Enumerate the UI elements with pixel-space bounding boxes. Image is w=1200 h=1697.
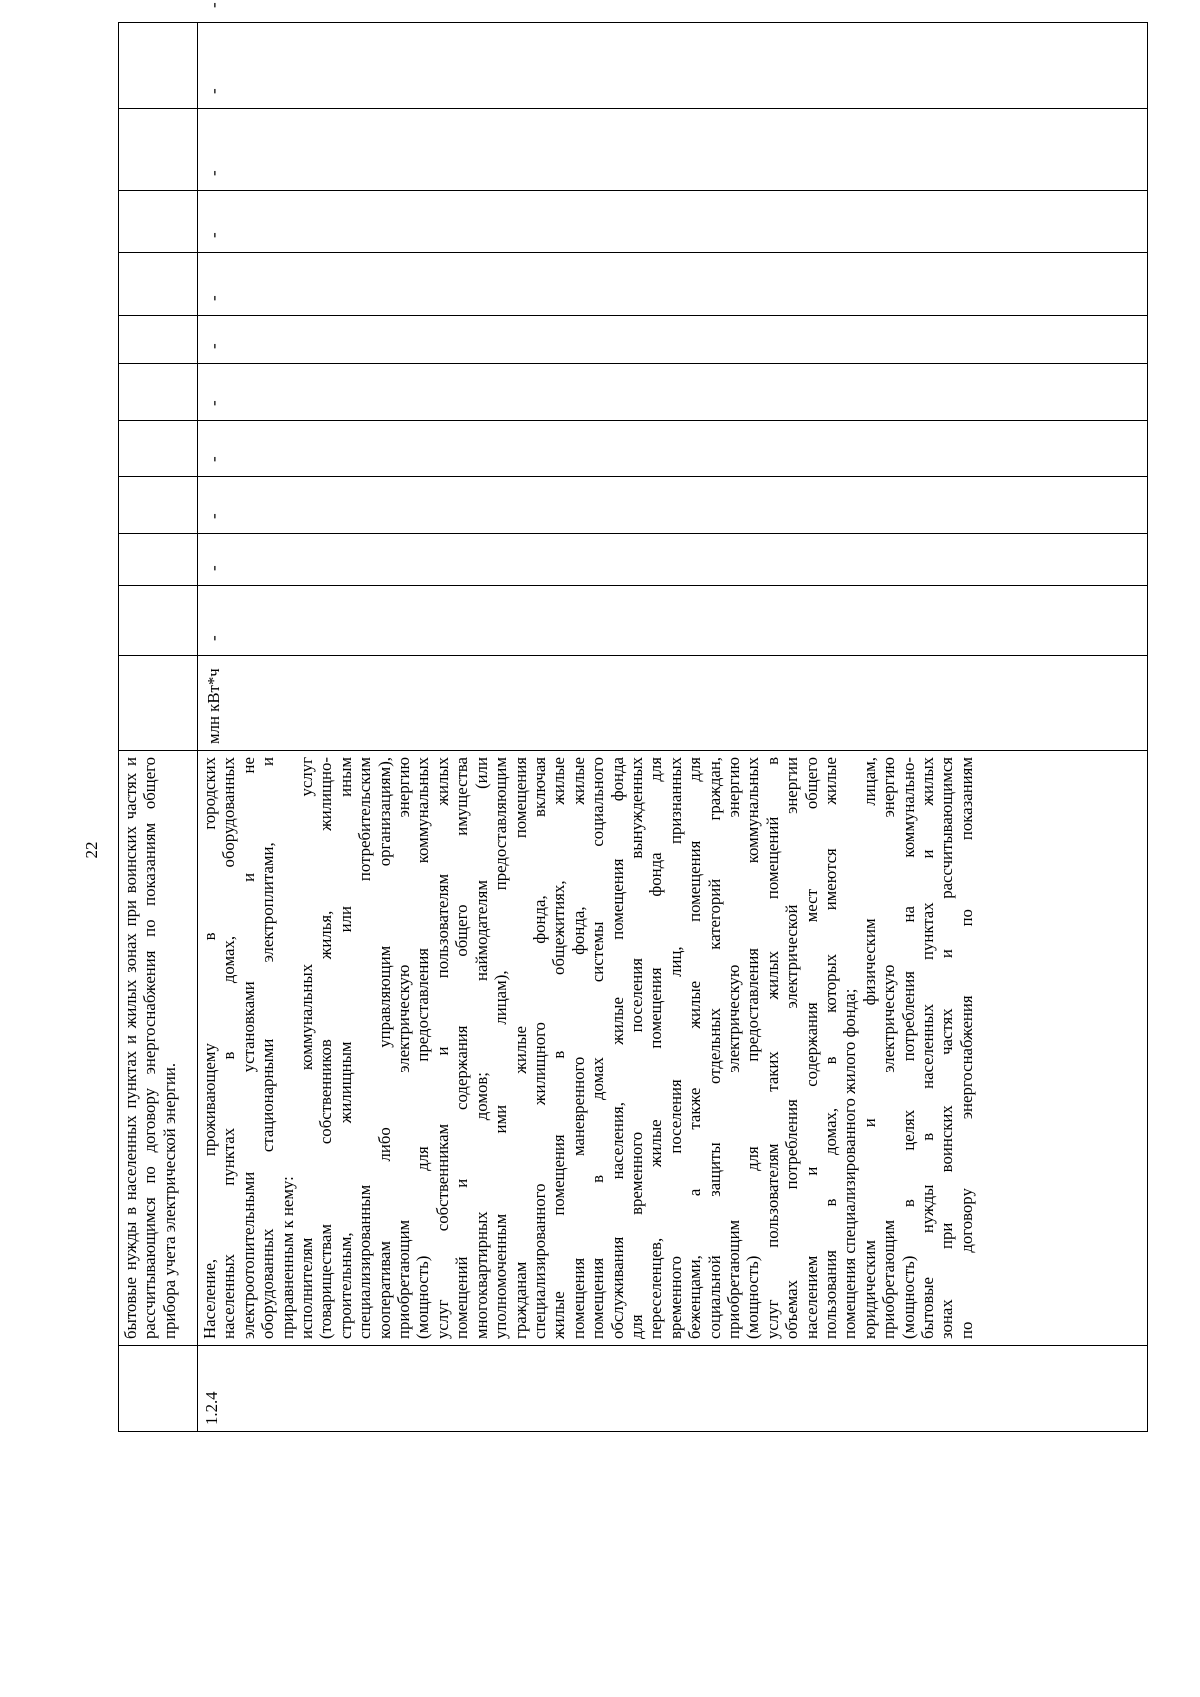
row-description-cell (198, 751, 1148, 1346)
description-line: (мощность) для предоставления коммунальных (413, 757, 433, 1339)
description-line: Население, проживающему в городских (200, 757, 219, 1339)
description-line: помещений и содержания общего имущества (452, 757, 472, 1339)
value-cell (119, 364, 198, 421)
row-number-cell: 1.2.4 (198, 1346, 1148, 1432)
description-line: электроотопительными установками и не (238, 757, 258, 1339)
description-line: зонах при воинских частях и рассчитывающимся (937, 757, 957, 1339)
description-line: уполномоченным ими лицам), предоставляющим (491, 757, 511, 1339)
description-line: помещения специализированного жилого фонда; (840, 988, 860, 1339)
value-cell: - (198, 253, 1148, 316)
value-cell (119, 421, 198, 477)
unit-cell (119, 656, 198, 751)
value-cell: - (198, 477, 1148, 534)
row-number-cell (119, 1346, 198, 1432)
description-line: услуг собственникам и пользователям жилых (432, 757, 452, 1339)
value-cell (119, 109, 198, 191)
value-cell (119, 191, 198, 253)
value-cell (119, 253, 198, 316)
row-description-text: бытовые нужды в населенных пунктах и жилых зонах при воинских частях и рассчитывающимся по договору энергоснабжения по показаниям общего прибора учета электрической энергии. (121, 757, 179, 1339)
description-line: населением и содержания мест общего (801, 757, 821, 1339)
description-line: специализированного жилищного фонда, включая (529, 757, 549, 1339)
description-line: обслуживания населения, жилые помещения фонда (607, 757, 627, 1339)
description-line: приобретающим электрическую энергию (394, 757, 414, 1339)
value-cell (119, 23, 198, 109)
description-line: строительным, жилищным или иным (335, 757, 355, 1339)
description-line: приравненным к нему: (277, 1176, 297, 1339)
description-line: для временного поселения вынужденных (626, 757, 646, 1339)
description-line: пользования в домах, в которых имеются жилые (821, 757, 840, 1339)
value-cell (119, 534, 198, 586)
value-cell: - (198, 586, 1148, 656)
description-line: юридическим и физическим лицам, (859, 757, 879, 1339)
description-line: услуг пользователям таких жилых помещений в (762, 757, 782, 1339)
value-cell: - (198, 109, 1148, 191)
description-line: населенных пунктах в домах, оборудованных (219, 757, 239, 1339)
unit-cell: млн кВт*ч (198, 656, 1148, 751)
page-number: 22 (82, 841, 101, 859)
description-line: бытовые нужды в населенных пунктах и жилых (918, 757, 938, 1339)
description-line: временного поселения лиц, признанных (665, 757, 685, 1339)
row-description-cell (119, 751, 198, 1346)
description-line: специализированным потребительским (355, 757, 375, 1339)
value-cell: - (198, 421, 1148, 477)
description-line: исполнителям коммунальных услуг (297, 757, 317, 1339)
description-line: помещения в домах системы социального (588, 757, 608, 1339)
table-row-1-2-4: 1.2.4 Население, проживающему в городских населенных пунктах в домах, оборудованных электроотопительными установками и не оборудованных стационарными электроплитами, и приравненным к нему: исполнителям коммунальных услуг (товариществам собственников жилья, жилищно- строительным, жилищным или иным специализированным потребительским кооперативам либо управляющим организациям), приобретающим электрическую энергию (мощность) для предоставления коммунальных услуг собственникам и пользователям жилых помещений и содержания общего имущества многоквартирных домов; наймодателям (или уполномоченным ими лицам), предоставляющим гражданам жилые помещения специализированного жилищного фонда, включая жилые помещения в общежитиях, жилые помещения маневренного фонда, жилые помещения в домах системы социального обслуживания населения, жилые помещения фонда для временного поселения вынужденных переселенцев, жилые помещения фонда для временного поселения лиц, признанных беженцами, а также жилые помещения для социальной защиты отдельных категорий граждан, приобретающим электрическую энергию (мощность) для предоставления коммунальных услуг пользователям таких жилых помещений в объемах потребления электрической энергии населением и содержания мест общего пользования в домах, в которых имеются жилые помещения специализированного жилого фонда; юридическим и физическим лицам, приобретающим электрическую энергию (мощность) в целях потребления на коммунально- бытовые нужды в населенных пунктах и жилых зонах при воинских частях и рассчитывающимся по договору энергоснабжения по показаниям млн кВт*ч - - - - - - - - - - - (198, 23, 1148, 1432)
description-line: приобретающим электрическую энергию (879, 757, 899, 1339)
description-line: беженцами, а также жилые помещения для (685, 757, 705, 1339)
value-cell: - (198, 23, 1148, 109)
description-line: объемах потребления электрической энергии (782, 757, 802, 1339)
value-cell (119, 316, 198, 364)
description-line: жилые помещения в общежитиях, жилые (549, 757, 569, 1339)
value-cell: - (198, 534, 1148, 586)
description-line: переселенцев, жилые помещения фонда для (646, 757, 666, 1339)
rotated-table-container (118, 2, 1148, 1432)
description-line: приобретающим электрическую энергию (723, 757, 743, 1339)
value-cell: - (198, 316, 1148, 364)
description-line: (мощность) для предоставления коммунальных (743, 757, 763, 1339)
value-cell: - (198, 191, 1148, 253)
value-cell (119, 477, 198, 534)
table-row-continuation (119, 23, 198, 1432)
description-line: (мощность) в целях потребления на коммунально- (898, 757, 918, 1339)
description-line: помещения маневренного фонда, жилые (568, 757, 588, 1339)
description-line: социальной защиты отдельных категорий граждан, (704, 757, 724, 1339)
tariff-table (118, 2, 1148, 1432)
description-line: гражданам жилые помещения (510, 757, 530, 1339)
description-line: многоквартирных домов; наймодателям (или (471, 757, 491, 1339)
value-cell: - (198, 364, 1148, 421)
description-line: оборудованных стационарными электроплитами, и (258, 757, 278, 1339)
description-line: по договору энергоснабжения по показаниям (956, 757, 976, 1339)
description-line: кооперативам либо управляющим организациям), (374, 757, 394, 1339)
value-cell (119, 586, 198, 656)
description-line: (товариществам собственников жилья, жилищно- (316, 757, 336, 1339)
